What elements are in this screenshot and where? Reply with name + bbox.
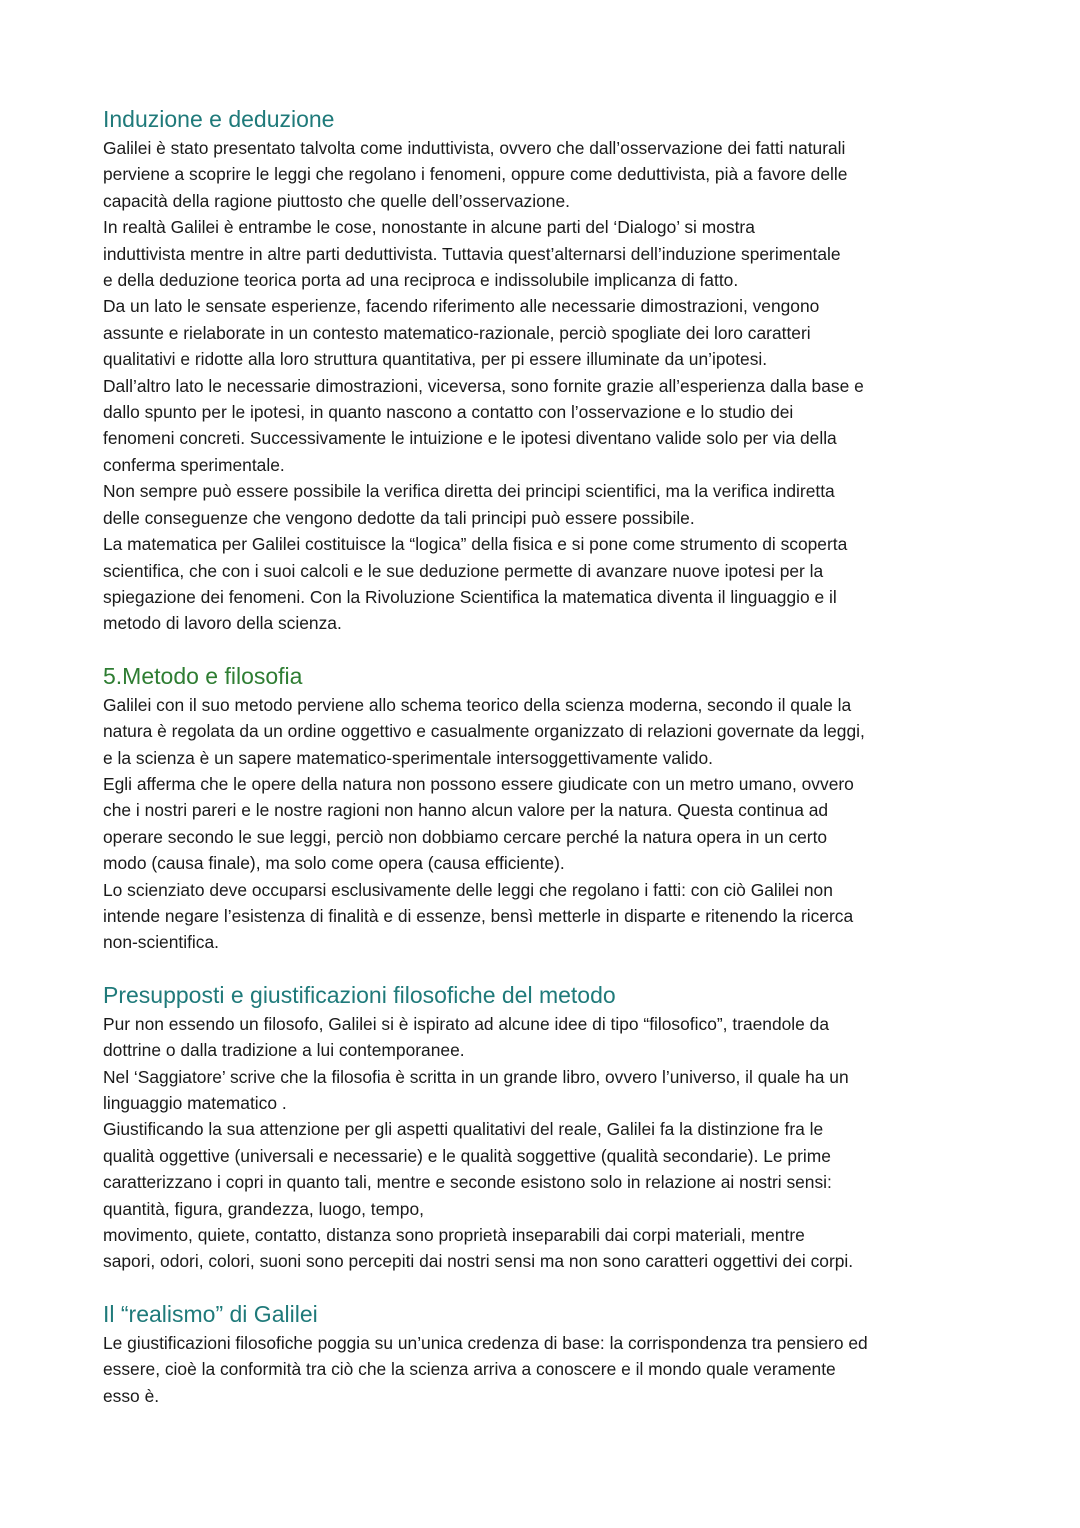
text-line: Giustificando la sua attenzione per gli aspetti qualitativi del reale, Galilei fa la distinzione fra le	[103, 1119, 824, 1140]
section-body	[103, 692, 983, 956]
text-line: spiegazione dei fenomeni. Con la Rivoluzione Scientifica la matematica diventa il linguaggio e il	[103, 586, 837, 607]
section-metodo-filosofia	[103, 661, 983, 956]
text-line: qualitativi e ridotte alla loro struttura quantitativa, per pi essere illuminate da un’ipotesi.	[103, 349, 768, 370]
text-line: natura è regolata da un ordine oggettivo e casualmente organizzato di relazioni governate da leggi,	[103, 721, 865, 742]
text-line: Le giustificazioni filosofiche poggia su un’unica credenza di base: la corrispondenza tra pensiero ed	[103, 1332, 868, 1353]
section-title: Induzione e deduzione	[103, 106, 335, 132]
section-title: 5.Metodo e filosofia	[103, 662, 303, 689]
text-line: non-scientifica.	[103, 932, 219, 953]
text-line: che i nostri pareri e le nostre ragioni non hanno alcun valore per la natura. Questa continua ad	[103, 800, 829, 821]
text-line: delle conseguenze che vengono dedotte da tali principi può essere possibile.	[103, 507, 695, 528]
section-realismo	[103, 1299, 983, 1409]
text-line: essere, cioè la conformità tra ciò che la scienza arriva a conoscere e il mondo quale veramente	[103, 1359, 836, 1380]
text-line: esso è.	[103, 1385, 160, 1406]
text-line: qualità oggettive (universali e necessarie) e le qualità soggettive (qualità secondarie). Le prime	[103, 1145, 831, 1166]
text-line: metodo di lavoro della scienza.	[103, 613, 342, 634]
text-line: induttivista mentre in altre parti deduttivista. Tuttavia quest’alternarsi dell’induzione sperimentale	[103, 243, 841, 264]
text-line: operare secondo le sue leggi, perciò non dobbiamo cercare perché la natura opera in un certo	[103, 826, 828, 847]
text-line: dallo spunto per le ipotesi, in quanto nascono a contatto con l’osservazione e lo studio dei	[103, 402, 794, 423]
text-line: scientifica, che con i suoi calcoli e le sue deduzione permette di avanzare nuove ipotesi per la	[103, 560, 824, 581]
text-line: e della deduzione teorica porta ad una reciproca e indissolubile implicanza di fatto.	[103, 270, 739, 291]
text-line: Da un lato le sensate esperienze, facendo riferimento alle necessarie dimostrazioni, vengono	[103, 296, 820, 317]
text-line: movimento, quiete, contatto, distanza sono proprietà inseparabili dai corpi materiali, mentre	[103, 1225, 805, 1246]
section-induzione-deduzione	[103, 104, 983, 637]
text-line: Lo scienziato deve occuparsi esclusivamente delle leggi che regolano i fatti: con ciò Galilei non	[103, 879, 833, 900]
text-line: caratterizzano i copri in quanto tali, mentre e seconde esistono solo in relazione ai nostri sensi:	[103, 1172, 832, 1193]
text-line: perviene a scoprire le leggi che regolano i fenomeni, oppure come deduttivista, pià a favore delle	[103, 164, 848, 185]
text-line: Galilei con il suo metodo perviene allo schema teorico della scienza moderna, secondo il quale la	[103, 694, 852, 715]
section-presupposti	[103, 980, 983, 1275]
text-line: In realtà Galilei è entrambe le cose, nonostante in alcune parti del ‘Dialogo’ si mostra	[103, 217, 755, 238]
section-body	[103, 1330, 983, 1409]
text-line: Non sempre può essere possibile la verifica diretta dei principi scientifici, ma la verifica indiretta	[103, 481, 835, 502]
text-line: intende negare l’esistenza di finalità e di essenze, bensì metterle in disparte e ritenendo la ricerca	[103, 905, 854, 926]
section-body	[103, 135, 983, 637]
text-line: modo (causa finale), ma solo come opera (causa efficiente).	[103, 853, 565, 874]
text-line: linguaggio matematico .	[103, 1093, 287, 1113]
text-line: dottrine o dalla tradizione a lui contemporanee.	[103, 1040, 465, 1061]
text-line: e la scienza è un sapere matematico-sperimentale intersoggettivamente valido.	[103, 747, 713, 768]
document-page	[103, 104, 983, 1433]
section-body	[103, 1011, 983, 1275]
text-line: Galilei è stato presentato talvolta come induttivista, ovvero che dall’osservazione dei fatti naturali	[103, 138, 846, 158]
section-title: Presupposti e giustificazioni filosofiche del metodo	[103, 981, 616, 1008]
text-line: assunte e rielaborate in un contesto matematico-razionale, perciò spogliate dei loro caratteri	[103, 322, 811, 343]
text-line: Egli afferma che le opere della natura non possono essere giudicate con un metro umano, ovvero	[103, 773, 854, 794]
text-line: La matematica per Galilei costituisce la “logica” della fisica e si pone come strumento di scoperta	[103, 534, 848, 555]
text-line: quantità, figura, grandezza, luogo, tempo,	[103, 1198, 424, 1219]
text-line: Dall’altro lato le necessarie dimostrazioni, viceversa, sono fornite grazie all’esperienza dalla base e	[103, 375, 864, 396]
section-title: Il “realismo” di Galilei	[103, 1300, 318, 1327]
text-line: Pur non essendo un filosofo, Galilei si è ispirato ad alcune idee di tipo “filosofico”, traendole da	[103, 1013, 830, 1034]
text-line: capacità della ragione piuttosto che quelle dell’osservazione.	[103, 190, 570, 211]
text-line: conferma sperimentale.	[103, 454, 285, 475]
text-line: Nel ‘Saggiatore’ scrive che la filosofia è scritta in un grande libro, ovvero l’universo, il quale ha un	[103, 1066, 849, 1087]
text-line: fenomeni concreti. Successivamente le intuizione e le ipotesi diventano valide solo per via della	[103, 428, 837, 449]
text-line: sapori, odori, colori, suoni sono percepiti dai nostri sensi ma non sono caratteri oggettivi dei corpi.	[103, 1251, 854, 1272]
